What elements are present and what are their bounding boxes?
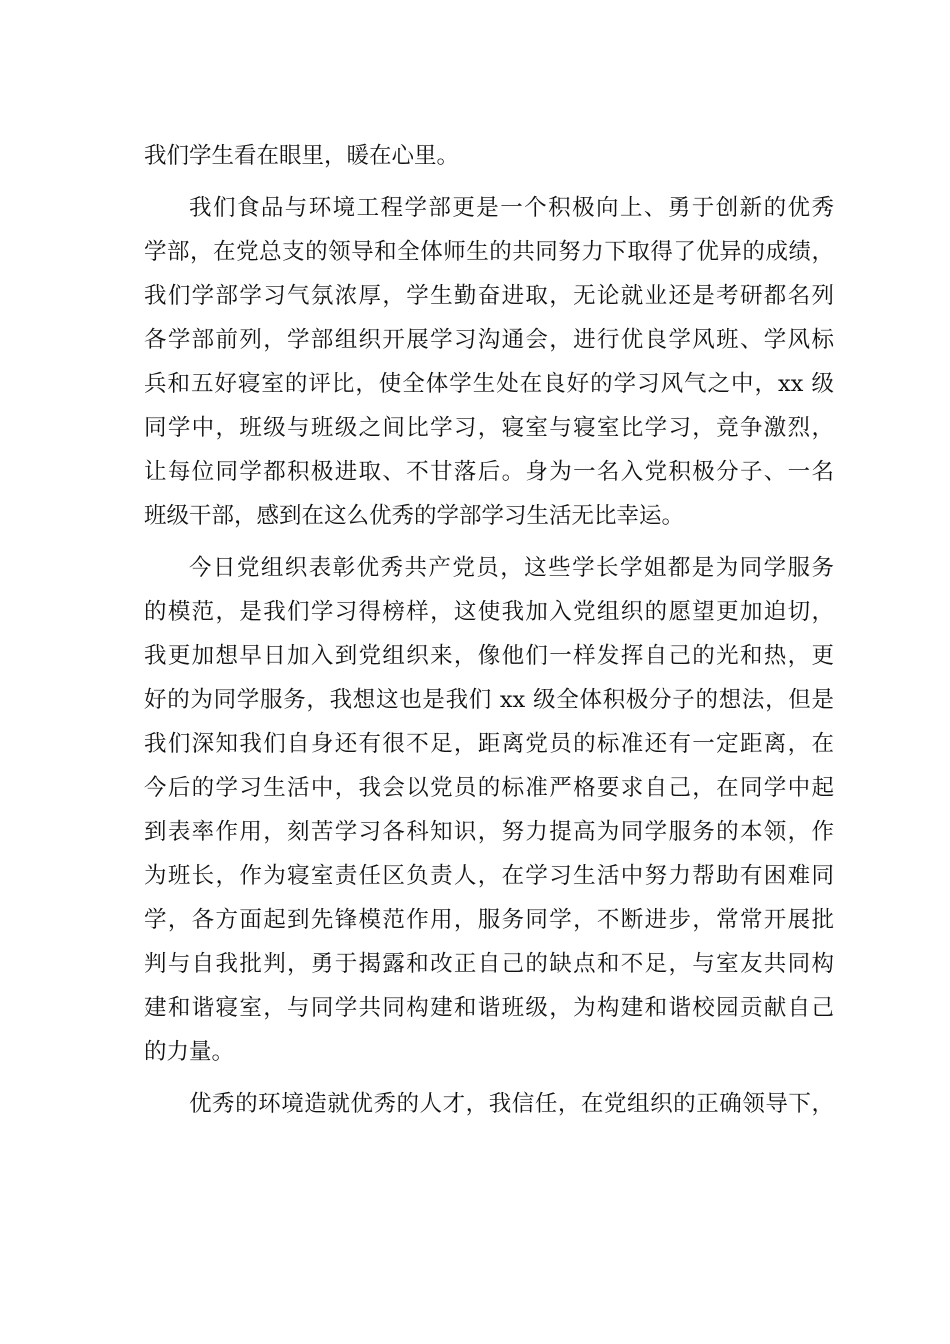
text-line: 我们食品与环境工程学部更是一个积极向上、勇于创新的优秀 bbox=[189, 195, 834, 221]
text-line: 我更加想早日加入到党组织来，像他们一样发挥自己的光和热，更 bbox=[144, 643, 834, 669]
paragraph-4 bbox=[144, 1082, 834, 1126]
text-line: 建和谐寝室，与同学共同构建和谐班级，为构建和谐校园贡献自己 bbox=[144, 995, 834, 1021]
document-body bbox=[144, 134, 834, 1126]
text-line: 让每位同学都积极进取、不甘落后。身为一名入党积极分子、一名 bbox=[144, 459, 834, 485]
text-line: 优秀的环境造就优秀的人才，我信任，在党组织的正确领导下， bbox=[189, 1091, 834, 1117]
paragraph-2 bbox=[144, 186, 834, 538]
text-line: 今后的学习生活中，我会以党员的标准严格要求自己，在同学中起 bbox=[144, 775, 834, 801]
text-line: 同学中，班级与班级之间比学习，寝室与寝室比学习，竞争激烈， bbox=[144, 415, 834, 441]
text-line: 今日党组织表彰优秀共产党员，这些学长学姐都是为同学服务 bbox=[189, 555, 834, 581]
text-line: 我们学部学习气氛浓厚，学生勤奋进取，无论就业还是考研都名列 bbox=[144, 283, 834, 309]
text-line: 好的为同学服务，我想这也是我们 xx 级全体积极分子的想法，但是 bbox=[144, 687, 834, 713]
text-line: 判与自我批判，勇于揭露和改正自己的缺点和不足，与室友共同构 bbox=[144, 951, 834, 977]
text-line: 各学部前列，学部组织开展学习沟通会，进行优良学风班、学风标 bbox=[144, 327, 834, 353]
text-line: 学，各方面起到先锋模范作用，服务同学，不断进步，常常开展批 bbox=[144, 907, 834, 933]
text-line: 班级干部，感到在这么优秀的学部学习生活无比幸运。 bbox=[144, 503, 685, 529]
paragraph-1 bbox=[144, 134, 834, 178]
paragraph-3 bbox=[144, 546, 834, 1074]
text-line: 的模范，是我们学习得榜样，这使我加入党组织的愿望更加迫切， bbox=[144, 599, 834, 625]
text-line: 我们学生看在眼里，暖在心里。 bbox=[144, 143, 460, 169]
text-line: 的力量。 bbox=[144, 1039, 235, 1065]
text-line: 为班长，作为寝室责任区负责人，在学习生活中努力帮助有困难同 bbox=[144, 863, 834, 889]
text-line: 到表率作用，刻苦学习各科知识，努力提高为同学服务的本领，作 bbox=[144, 819, 834, 845]
text-line: 我们深知我们自身还有很不足，距离党员的标准还有一定距离，在 bbox=[144, 731, 834, 757]
text-line: 学部，在党总支的领导和全体师生的共同努力下取得了优异的成绩， bbox=[144, 239, 834, 265]
text-line: 兵和五好寝室的评比，使全体学生处在良好的学习风气之中，xx 级 bbox=[144, 371, 834, 397]
